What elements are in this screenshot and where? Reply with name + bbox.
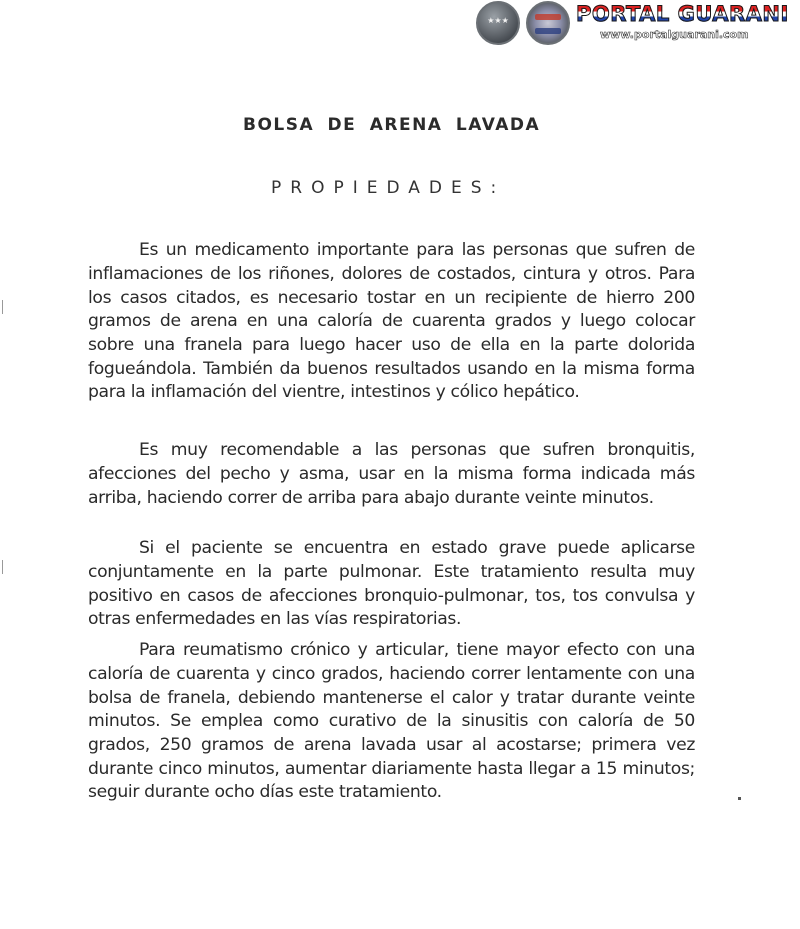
- section-heading: PROPIEDADES:: [271, 178, 506, 198]
- watermark-brand: PORTAL GUARANI: [576, 2, 789, 26]
- paragraph: Es muy recomendable a las personas que sufren bronquitis, afecciones del pecho y asma, usar en la misma forma indicada más arriba, haciendo correr de arriba para abajo durante veinte minutos.: [88, 440, 695, 508]
- watermark-url: www.portalguarani.com: [600, 28, 749, 41]
- seal-stars: ★★★: [487, 16, 509, 25]
- scan-edge-mark: [2, 300, 3, 314]
- scan-edge-mark: [2, 560, 3, 574]
- seal-band-blue: [535, 28, 561, 34]
- seal-band-red: [535, 14, 561, 20]
- portal-guarani-watermark: [476, 0, 796, 46]
- document-title: BOLSA DE ARENA LAVADA: [243, 115, 541, 135]
- paragraph: Para reumatismo crónico y articular, tiene mayor efecto con una caloría de cuarenta y cinco grados, haciendo correr lentamente con una bolsa de franela, debiendo mantenerse el calor y tratar durante veinte minutos. Se emplea como curativo de la sinusitis con caloría de 50 grados, 250 gramos de arena lavada usar al acostarse; primera vez durante cinco minutos, aumentar diariamente hasta llegar a 15 minutos; seguir durante ocho días este tratamiento.: [88, 640, 695, 803]
- scan-speck: [738, 797, 741, 800]
- paragraph: Si el paciente se encuentra en estado grave puede aplicarse conjuntamente en la parte pulmonar. Este tratamiento resulta muy positivo en casos de afecciones bronquio-pulmonar, tos, tos convulsa y otras enfermedades en las vías respiratorias.: [88, 538, 695, 630]
- seal-icon: [476, 1, 520, 45]
- paraguay-seal-icon: [526, 1, 570, 45]
- paragraph: Es un medicamento importante para las personas que sufren de inflamaciones de los riñones, dolores de costados, cintura y otros. Para los casos citados, es necesario tostar en un recipiente de hierro 200 gramos de arena en una caloría de cuarenta grados y luego colocar sobre una franela para luego hacer uso de ella en la parte dolorida fogueándola. También da buenos resultados usando en la misma forma para la inflamación del vientre, intestinos y cólico hepático.: [88, 240, 695, 403]
